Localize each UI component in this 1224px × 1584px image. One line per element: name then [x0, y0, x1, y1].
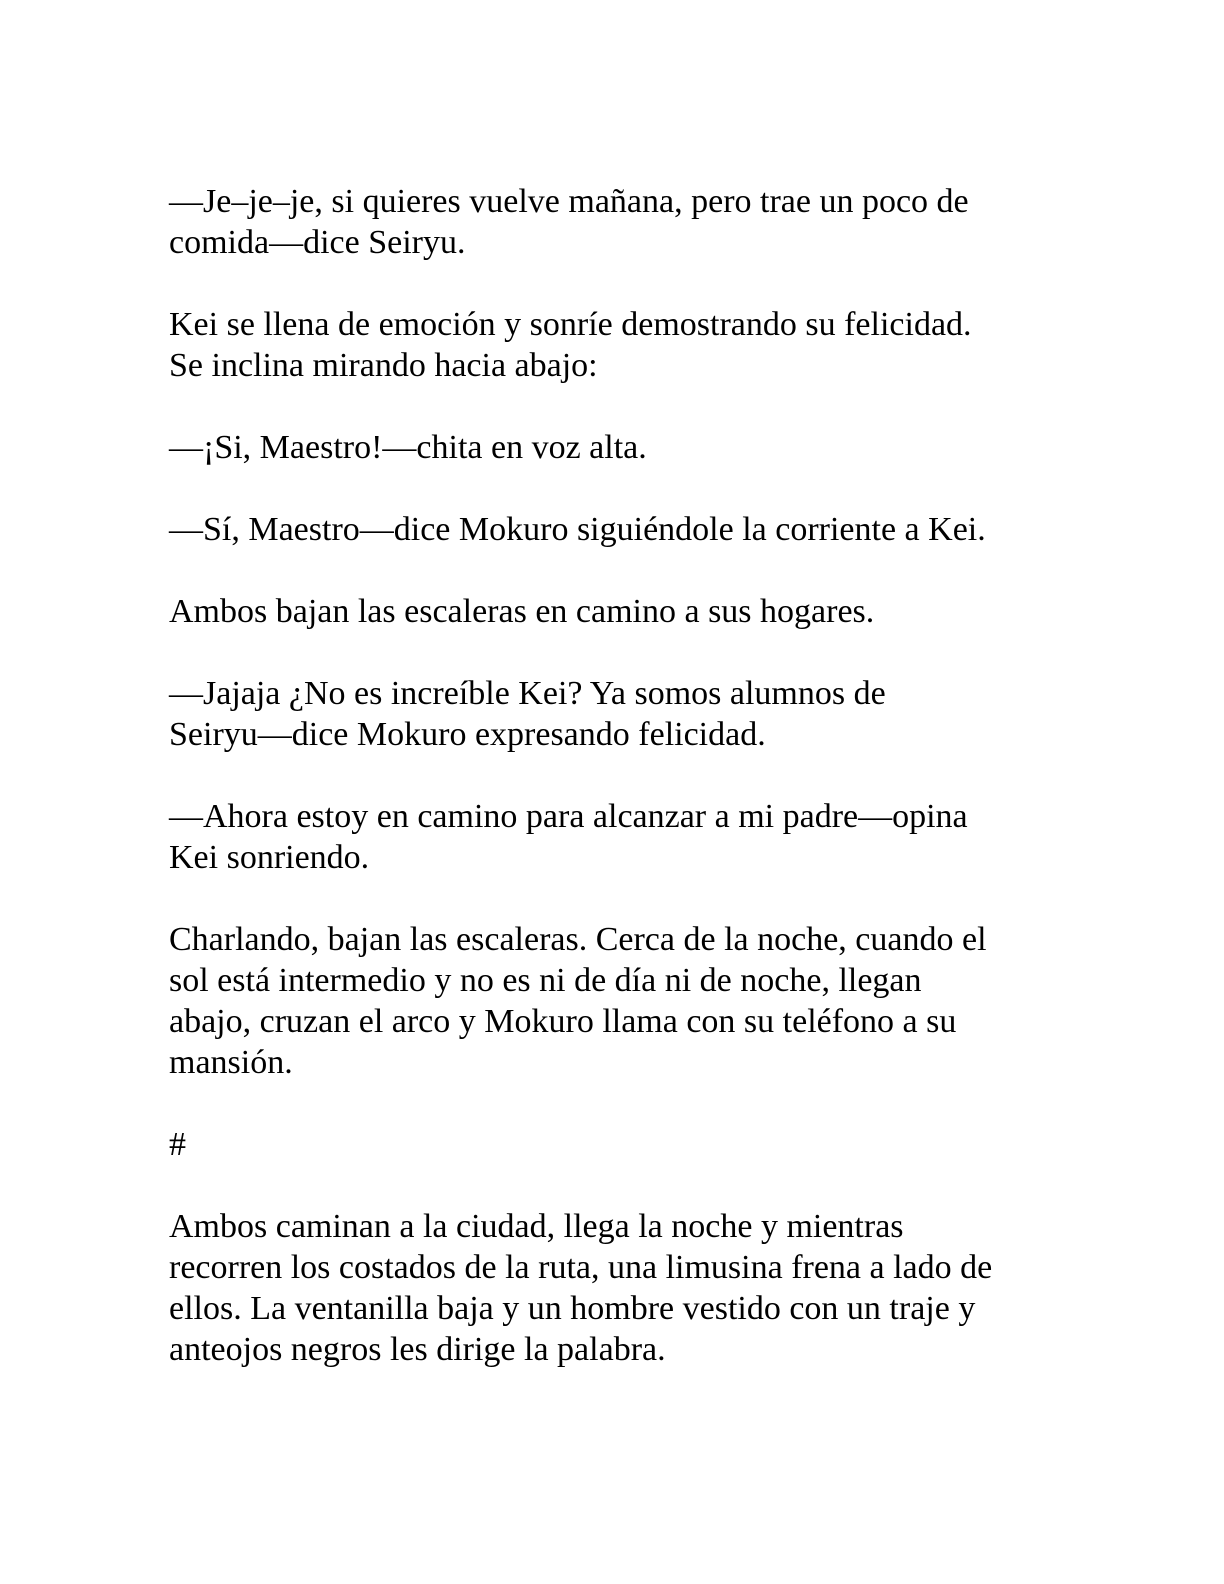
paragraph: Ambos bajan las escaleras en camino a sus hogares. — [169, 593, 875, 630]
paragraph: —Jajaja ¿No es increíble Kei? Ya somos alumnos de Seiryu—dice Mokuro expresando felicidad. — [169, 675, 886, 753]
paragraph: —¡Si, Maestro!—chita en voz alta. — [169, 429, 647, 466]
paragraph: Charlando, bajan las escaleras. Cerca de la noche, cuando el sol está intermedio y no es ni de día ni de noche, llegan abajo, cruzan el arco y Mokuro llama con su teléfono a su mansión. — [169, 921, 987, 1081]
paragraph: —Je–je–je, si quieres vuelve mañana, pero trae un poco de comida—dice Seiryu. — [169, 183, 969, 261]
document-page — [169, 181, 1069, 1370]
paragraph: —Sí, Maestro—dice Mokuro siguiéndole la corriente a Kei. — [169, 511, 986, 548]
paragraph: Kei se llena de emoción y sonríe demostrando su felicidad. Se inclina mirando hacia abajo: — [169, 306, 972, 384]
scene-break: # — [169, 1126, 186, 1163]
paragraph: —Ahora estoy en camino para alcanzar a mi padre—opina Kei sonriendo. — [169, 798, 968, 876]
paragraph: Ambos caminan a la ciudad, llega la noche y mientras recorren los costados de la ruta, una limusina frena a lado de ellos. La ventanilla baja y un hombre vestido con un traje y anteojos negros les dirige la palabra. — [169, 1208, 993, 1368]
